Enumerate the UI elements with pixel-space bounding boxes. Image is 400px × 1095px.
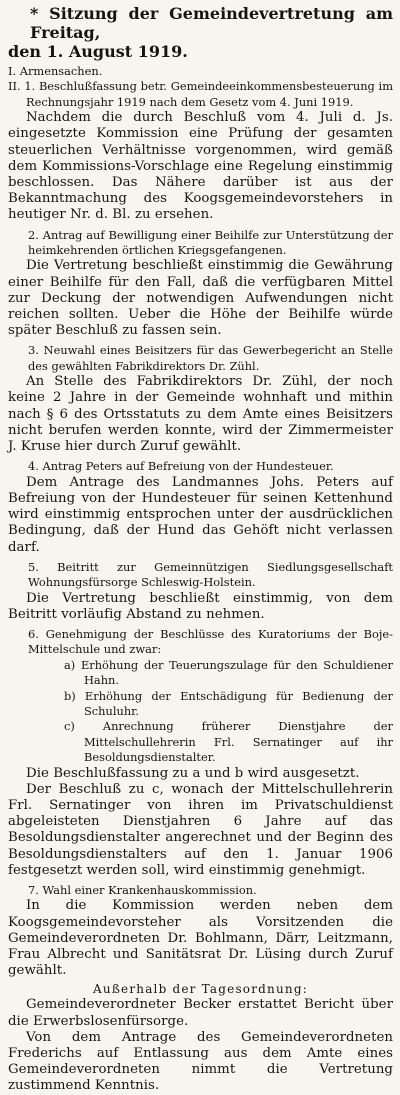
item-5-body: Die Vertretung beschließt einstimmig, von dem Beitritt vorläufig Abstand zu nehmen. [8, 590, 393, 622]
item-4-heading: 4. Antrag Peters auf Befreiung von der Hundesteuer. [28, 459, 334, 474]
item-6-body-2: Der Beschluß zu c, wonach der Mittelschullehrerin Frl. Sernatinger von ihren im Privatschuldienst abgeleisteten Dienstjahren 6 Jahre auf das Besoldungsdienstalter angerechnet und der Beginn des Besoldungsdienstalters auf den 1. Januar 1906 festgesetzt werden soll, wird einstimmig genehmigt. [8, 781, 393, 878]
article-title [8, 4, 393, 61]
item-4-body: Dem Antrage des Landmannes Johs. Peters auf Befreiung von der Hundesteuer für seinen Kettenhund wird einstimmig entsprochen unter der ausdrücklichen Bedingung, daß der Hund das Gehöft nicht verlassen darf. [8, 474, 393, 555]
title-line-1: * Sitzung der Gemeindevertretung am Freitag, [30, 4, 393, 42]
section-I-heading: I. Armensachen. [8, 64, 103, 78]
outside-body-2: Von dem Antrage des Gemeindeverordneten Frederichs auf Entlassung aus dem Amte eines Gemeindeverordneten nimmt die Vertretung zustimmend Kenntnis. [8, 1029, 393, 1094]
item-2-body: Die Vertretung beschließt einstimmig die Gewährung einer Beihilfe für den Fall, daß die verfügbaren Mittel zur Deckung der notwendigen Aufwendungen nicht reichen sollten. Ueber die Höhe der Beihilfe würde später Beschluß zu fassen sein. [8, 258, 393, 339]
item-6-body-1: Die Beschlußfassung zu a und b wird ausgesetzt. [26, 765, 360, 781]
title-line-2: den 1. August 1919. [8, 42, 188, 61]
item-6-sub-c: c) Anrechnung früherer Dienstjahre der Mittelschullehrerin Frl. Sernatinger auf ihr Besoldungsdienstalter. [64, 719, 393, 765]
item-6-sub-a: a) Erhöhung der Teuerungszulage für den Schuldiener Hahn. [64, 657, 393, 688]
item-1-heading: II. 1. Beschlußfassung betr. Gemeindeeinkommensbesteuerung im Rechnungsjahr 1919 nach dem Gesetz vom 4. Juni 1919. [8, 79, 393, 109]
item-6-heading: 6. Genehmigung der Beschlüsse des Kuratoriums der Boje-Mittelschule und zwar: [28, 626, 393, 657]
outside-agenda-heading: Außerhalb der Tagesordnung: [93, 982, 308, 997]
outside-body-1: Gemeindeverordneter Becker erstattet Bericht über die Erwerbslosenfürsorge. [8, 997, 393, 1029]
item-3-heading: 3. Neuwahl eines Beisitzers für das Gewerbegericht an Stelle des gewählten Fabrikdirektors Dr. Zühl. [28, 343, 393, 373]
item-7-body: In die Kommission werden neben dem Koogsgemeindevorsteher als Vorsitzenden die Gemeindeverordneten Dr. Bohlmann, Därr, Leitzmann, Frau Albrecht und Sanitätsrat Dr. Lüsing durch Zuruf gewählt. [8, 898, 393, 979]
item-7-heading: 7. Wahl einer Krankenhauskommission. [28, 883, 257, 898]
item-5-heading: 5. Beitritt zur Gemeinnützigen Siedlungsgesellschaft Wohnungsfürsorge Schleswig-Holstein. [28, 559, 393, 590]
item-6-sub-b: b) Erhöhung der Entschädigung für Bedienung der Schuluhr. [64, 688, 393, 718]
item-1-body: Nachdem die durch Beschluß vom 4. Juli d. Js. eingesetzte Kommission eine Prüfung der gesamten steuerlichen Verhältnisse vorgenommen, wird gemäß dem Kommissions-Vorschlage eine Regelung einstimmig beschlossen. Das Nähere darüber ist aus der Bekanntmachung des Koogsgemeindevorstehers in heutiger Nr. d. Bl. zu ersehen. [8, 110, 393, 223]
item-3-body: An Stelle des Fabrikdirektors Dr. Zühl, der noch keine 2 Jahre in der Gemeinde wohnhaft und mithin nach § 6 des Ortsstatuts zu dem Amte eines Beisitzers nicht berufen werden konnte, wird der Zimmermeister J. Kruse hier durch Zuruf gewählt. [8, 374, 393, 455]
item-2-heading: 2. Antrag auf Bewilligung einer Beihilfe zur Unterstützung der heimkehrenden örtlichen Kriegsgefangenen. [28, 227, 393, 258]
